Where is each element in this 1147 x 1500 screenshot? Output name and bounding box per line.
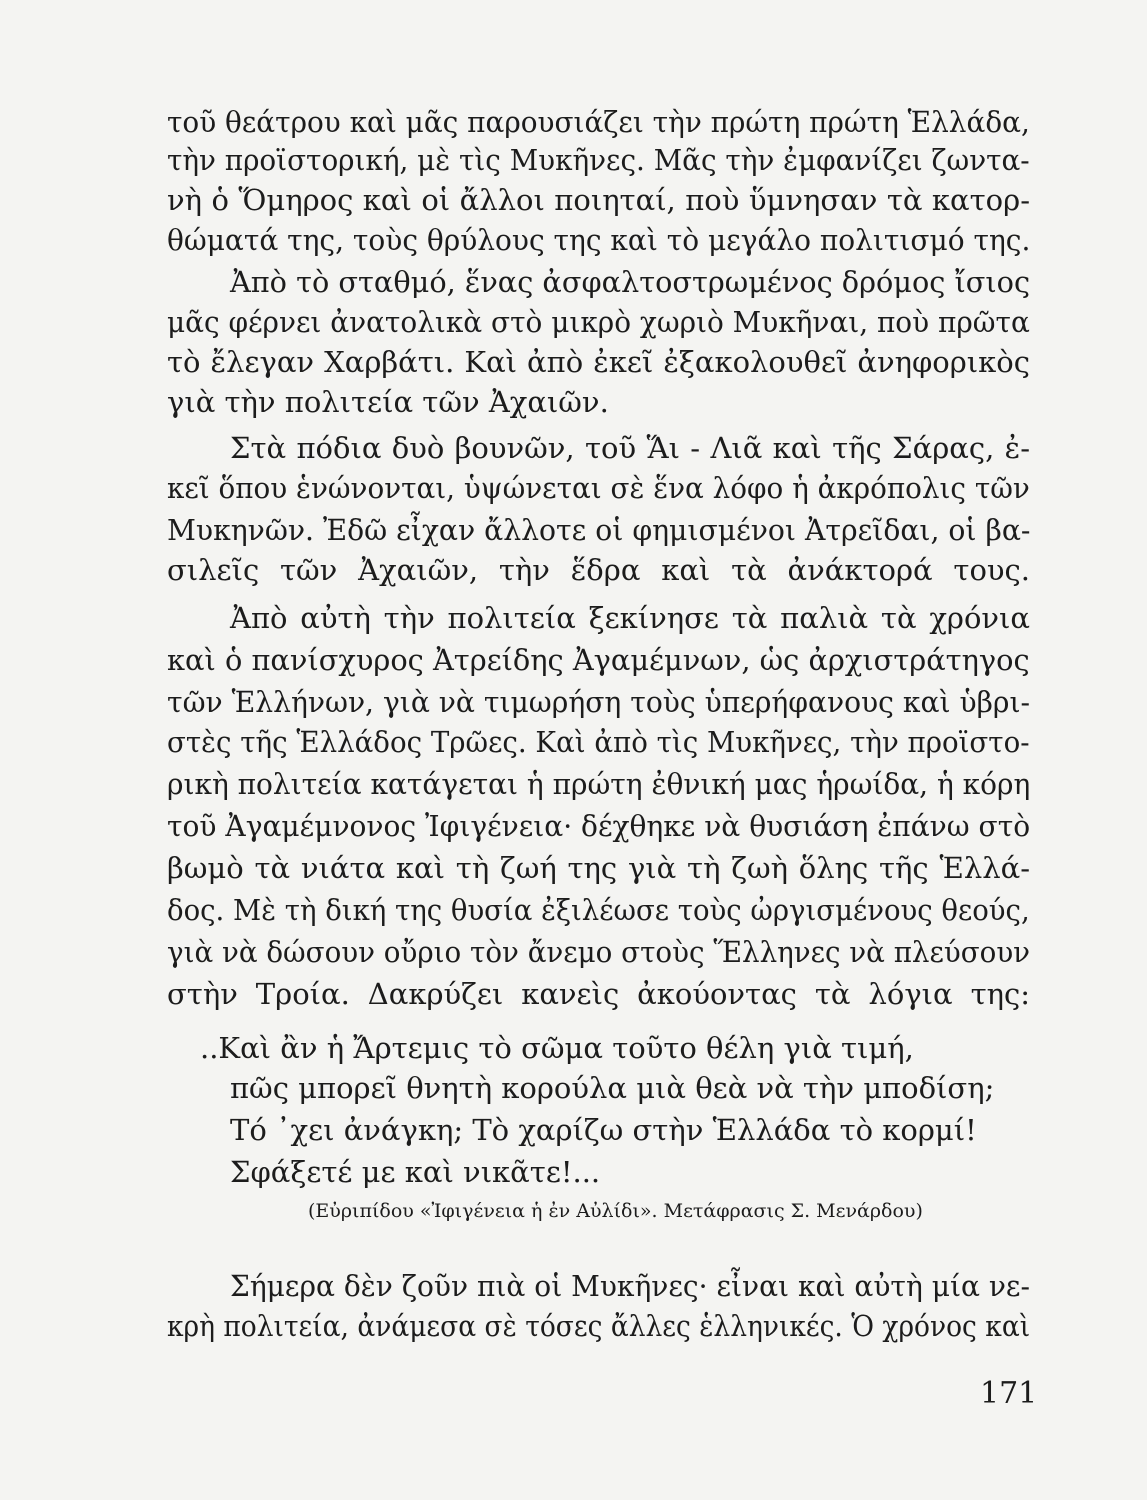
text-line: τὴν προϊστορική, μὲ τὶς Μυκῆνες. Μᾶς τὴν ἐμφανίζει ζωντα- — [167, 143, 1030, 177]
text-line: νὴ ὁ Ὅμηρος καὶ οἱ ἄλλοι ποιηταί, ποὺ ὕμνησαν τὰ κατορ- — [167, 183, 1030, 217]
verse-line: Σφάξετέ με καὶ νικᾶτε!... — [230, 1155, 601, 1189]
text-line: τῶν Ἑλλήνων, γιὰ νὰ τιμωρήση τοὺς ὑπερήφανους καὶ ὑβρι- — [167, 685, 1031, 719]
text-line: κρὴ πολιτεία, ἀνάμεσα σὲ τόσες ἄλλες ἑλληνικές. Ὁ χρόνος καὶ — [167, 1309, 1031, 1343]
text-line: Μυκηνῶν. Ἐδῶ εἶχαν ἄλλοτε οἱ φημισμένοι Ἀτρεῖδαι, οἱ βα- — [167, 513, 1031, 547]
text-line: γιὰ τὴν πολιτεία τῶν Ἀχαιῶν. — [167, 385, 609, 419]
text-line: Ἀπὸ αὐτὴ τὴν πολιτεία ξεκίνησε τὰ παλιὰ τὰ χρόνια — [230, 601, 1030, 635]
verse-line: ..Καὶ ἂν ἡ Ἄρτεμις τὸ σῶμα τοῦτο θέλη γιὰ τιμή, — [200, 1031, 914, 1065]
text-line: στὲς τῆς Ἑλλάδος Τρῶες. Καὶ ἀπὸ τὶς Μυκῆνες, τὴν προϊστο- — [167, 725, 1030, 759]
text-line: γιὰ νὰ δώσουν οὔριο τὸν ἄνεμο στοὺς Ἕλληνες νὰ πλεύσουν — [167, 935, 1031, 969]
text-line: Ἀπὸ τὸ σταθμό, ἕνας ἀσφαλτοστρωμένος δρόμος ἴσιος — [230, 265, 1031, 299]
text-line: κεῖ ὅπου ἑνώνονται, ὑψώνεται σὲ ἕνα λόφο ἡ ἀκρόπολις τῶν — [167, 471, 1030, 505]
text-line: Στὰ πόδια δυὸ βουνῶν, τοῦ Ἅι - Λιᾶ καὶ τῆς Σάρας, ἐ- — [230, 431, 1030, 465]
verse-line: Τό ᾽χει ἀνάγκη; Τὸ χαρίζω στὴν Ἑλλάδα τὸ κορμί! — [230, 1113, 977, 1147]
text-line: δος. Μὲ τὴ δική της θυσία ἐξιλέωσε τοὺς ὠργισμένους θεούς, — [167, 893, 1030, 927]
text-line: καὶ ὁ πανίσχυρος Ἀτρείδης Ἀγαμέμνων, ὡς ἀρχιστράτηγος — [167, 643, 1030, 677]
text-line: μᾶς φέρνει ἀνατολικὰ στὸ μικρὸ χωριὸ Μυκῆναι, ποὺ πρῶτα — [167, 305, 1030, 339]
text-line: θώματά της, τοὺς θρύλους της καὶ τὸ μεγάλο πολιτισμό της. — [167, 223, 1031, 257]
text-line: ρικὴ πολιτεία κατάγεται ἡ πρώτη ἐθνική μας ἡρωίδα, ἡ κόρη — [167, 767, 1031, 801]
verse-line: πῶς μπορεῖ θνητὴ κορούλα μιὰ θεὰ νὰ τὴν μποδίση; — [230, 1071, 995, 1105]
text-line: τοῦ θεάτρου καὶ μᾶς παρουσιάζει τὴν πρώτη πρώτη Ἑλλάδα, — [167, 105, 1030, 139]
text-line: στὴν Τροία. Δακρύζει κανεὶς ἀκούοντας τὰ λόγια της: — [167, 977, 1030, 1011]
text-line: τὸ ἔλεγαν Χαρβάτι. Καὶ ἀπὸ ἐκεῖ ἐξακολουθεῖ ἀνηφορικὸς — [167, 345, 1030, 379]
page-number: 171 — [980, 1376, 1038, 1411]
text-line: τοῦ Ἀγαμέμνονος Ἰφιγένεια· δέχθηκε νὰ θυσιάση ἐπάνω στὸ — [167, 809, 1031, 843]
citation: (Εὐριπίδου «Ἰφιγένεια ἡ ἐν Αὐλίδι». Μετάφρασις Σ. Μενάρδου) — [308, 1200, 923, 1222]
text-line: σιλεῖς τῶν Ἀχαιῶν, τὴν ἕδρα καὶ τὰ ἀνάκτορά τους. — [167, 553, 1030, 587]
text-line: βωμὸ τὰ νιάτα καὶ τὴ ζωή της γιὰ τὴ ζωὴ ὅλης τῆς Ἑλλά- — [167, 851, 1030, 885]
text-line: Σήμερα δὲν ζοῦν πιὰ οἱ Μυκῆνες· εἶναι καὶ αὐτὴ μία νε- — [230, 1269, 1030, 1303]
